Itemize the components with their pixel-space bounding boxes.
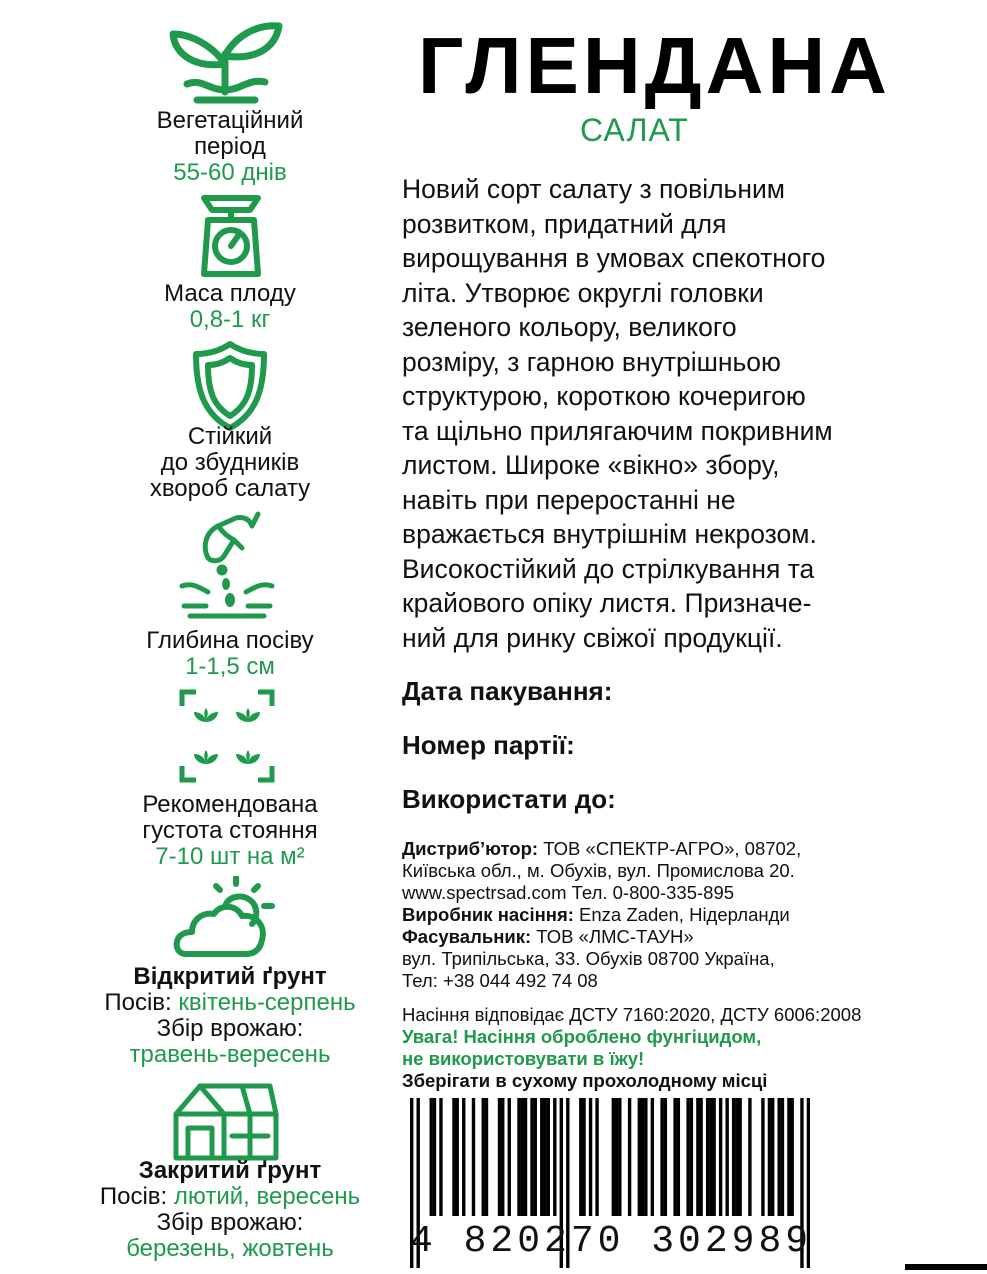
product-title: ГЛЕНДАНА xyxy=(418,21,891,110)
warning-line-1: Увага! Насіння оброблено фунгіцидом, xyxy=(402,1026,762,1047)
scale-icon xyxy=(198,190,264,278)
barcode-bar xyxy=(430,1098,433,1216)
barcode-bar xyxy=(540,1098,543,1216)
pack-date-label: Дата пакування: xyxy=(402,676,613,706)
barcode-bar xyxy=(651,1098,654,1216)
density-value: 7-10 шт на м² xyxy=(155,843,305,870)
sun-cloud-icon xyxy=(170,876,280,958)
barcode-bar xyxy=(781,1098,784,1216)
barcode-bar xyxy=(612,1098,615,1216)
barcode-bar xyxy=(787,1098,790,1216)
barcode-bar xyxy=(618,1098,621,1216)
divider-line xyxy=(905,1264,987,1270)
barcode-bar xyxy=(644,1098,647,1216)
mass-caption: Маса плоду 0,8-1 кг xyxy=(0,281,460,333)
barcode-bar xyxy=(433,1098,436,1216)
barcode-bar xyxy=(521,1098,524,1216)
barcode-bar xyxy=(732,1098,735,1216)
barcode-bar xyxy=(777,1098,780,1216)
barcode-bar xyxy=(452,1098,455,1216)
barcode-bar xyxy=(696,1098,699,1216)
barcode-bar xyxy=(664,1098,667,1216)
closed-ground-title: Закритий ґрунт xyxy=(138,1157,322,1184)
barcode-bar xyxy=(748,1098,751,1216)
greenhouse-icon xyxy=(172,1080,280,1162)
website-link: www.spectrsad.com Тел. 0-800-335-895 xyxy=(402,882,735,903)
barcode-bar xyxy=(517,1098,520,1216)
density-caption: Рекомендована густота стояння 7-10 шт на м² xyxy=(0,792,460,870)
standard-text: Насіння відповідає ДСТУ 7160:2020, ДСТУ 6006:2008 xyxy=(402,1004,862,1025)
barcode-bar xyxy=(534,1098,537,1216)
barcode-bar xyxy=(706,1098,709,1216)
sowing-hand-icon xyxy=(178,510,276,622)
open-ground-caption: Відкритий ґрунт Посів: квітень-серпень Збір врожаю: травень-вересень xyxy=(0,964,460,1068)
open-harvest-value: травень-вересень xyxy=(129,1041,331,1068)
resistance-caption: Стійкий до збудників хвороб салату xyxy=(149,423,311,502)
barcode-bar xyxy=(462,1098,465,1216)
barcode-bar xyxy=(579,1098,582,1216)
depth-caption: Глибина посіву 1-1,5 см xyxy=(0,628,460,680)
shield-icon xyxy=(190,340,270,432)
barcode-bar xyxy=(735,1098,738,1216)
barcode-bar xyxy=(790,1098,793,1216)
barcode-bar xyxy=(660,1098,663,1216)
sprout-icon xyxy=(165,12,285,107)
barcode-bar xyxy=(498,1098,501,1216)
barcode-bar xyxy=(439,1098,442,1216)
barcode-bar xyxy=(712,1098,715,1216)
barcode-bar xyxy=(761,1098,764,1216)
barcode-bar xyxy=(686,1098,689,1216)
barcode-bar xyxy=(677,1098,680,1216)
depth-value: 1-1,5 см xyxy=(185,653,275,680)
barcode-bar xyxy=(472,1098,475,1216)
barcode-bar xyxy=(738,1098,741,1216)
barcode-bar xyxy=(615,1098,618,1216)
barcode-bar xyxy=(768,1098,771,1216)
barcode-bar xyxy=(709,1098,712,1216)
product-subtitle: САЛАТ xyxy=(580,112,689,148)
barcode-bar xyxy=(641,1098,644,1216)
distributor-info: Дистриб’ютор: ТОВ «СПЕКТР-АГРО», 08702, Київська обл., м. Обухів, вул. Промислова 20. www.spectrsad.com Тел. 0-800-335-895 Виробник насіння: Enza Zaden, Нідерланди Фасувальник: ТОВ «ЛМС-ТАУН» вул. Трипільська, 33. Обухів 08700 Україна, Тел: +38 044 492 74 08 xyxy=(402,838,962,992)
barcode-bar xyxy=(582,1098,585,1216)
plant-grid-icon xyxy=(178,688,276,784)
vegetation-value: 55-60 днів xyxy=(173,159,287,186)
barcode-number: 4 820270 302989 xyxy=(410,1220,813,1263)
closed-sow-value: лютий, вересень xyxy=(173,1183,361,1210)
barcode-bar xyxy=(482,1098,485,1216)
barcode-bar xyxy=(690,1098,693,1216)
batch-label: Номер партії: xyxy=(402,730,575,760)
barcode-bar xyxy=(638,1098,641,1216)
barcode-bar xyxy=(524,1098,527,1216)
vegetation-caption: Вегетаційний період 55-60 днів xyxy=(0,108,460,186)
barcode-bar xyxy=(530,1098,533,1216)
barcode-bar xyxy=(543,1098,546,1216)
compliance-info xyxy=(402,1004,861,1092)
barcode-bar xyxy=(719,1098,722,1216)
description: Новий сорт салату з повільним розвитком, придатний для вирощування в умовах спекотного літа. Утворює округлі головки зеленого кольору, великого розміру, з гарною внутрішньою структурою, короткою кочеригою та щільно прилягаючим покривним листом. Широке «вікно» збору, навіть при переростанні не вражається внутрішнім некрозом. Високостійкий до стрілкування та крайового опіку листя. Призначе- ний для ринку свіжої продукції. xyxy=(402,174,833,653)
feature-column xyxy=(0,0,400,1274)
barcode-bar xyxy=(699,1098,702,1216)
storage-text: Зберігати в сухому прохолодному місці xyxy=(402,1070,768,1091)
barcode-bar xyxy=(508,1098,511,1216)
warning-line-2: не використовувати в їжу! xyxy=(402,1048,645,1069)
barcode-bar xyxy=(771,1098,774,1216)
barcode-bar xyxy=(547,1098,550,1216)
barcode-bar xyxy=(595,1098,598,1216)
use-by-label: Використати до: xyxy=(402,784,616,814)
open-ground-title: Відкритий ґрунт xyxy=(133,963,327,990)
barcode-bar xyxy=(501,1098,504,1216)
mass-value: 0,8-1 кг xyxy=(189,306,271,333)
closed-harvest-value: березень, жовтень xyxy=(126,1235,334,1262)
barcode-bar xyxy=(485,1098,488,1216)
barcode-bar xyxy=(673,1098,676,1216)
open-sow-value: квітень-серпень xyxy=(178,989,356,1016)
barcode-bar xyxy=(589,1098,592,1216)
barcode-bar xyxy=(553,1098,556,1216)
barcode-bar xyxy=(456,1098,459,1216)
barcode-bar xyxy=(628,1098,631,1216)
closed-ground-caption: Закритий ґрунт Посів: лютий, вересень Збір врожаю: березень, жовтень xyxy=(0,1158,460,1262)
barcode-bar xyxy=(725,1098,728,1216)
